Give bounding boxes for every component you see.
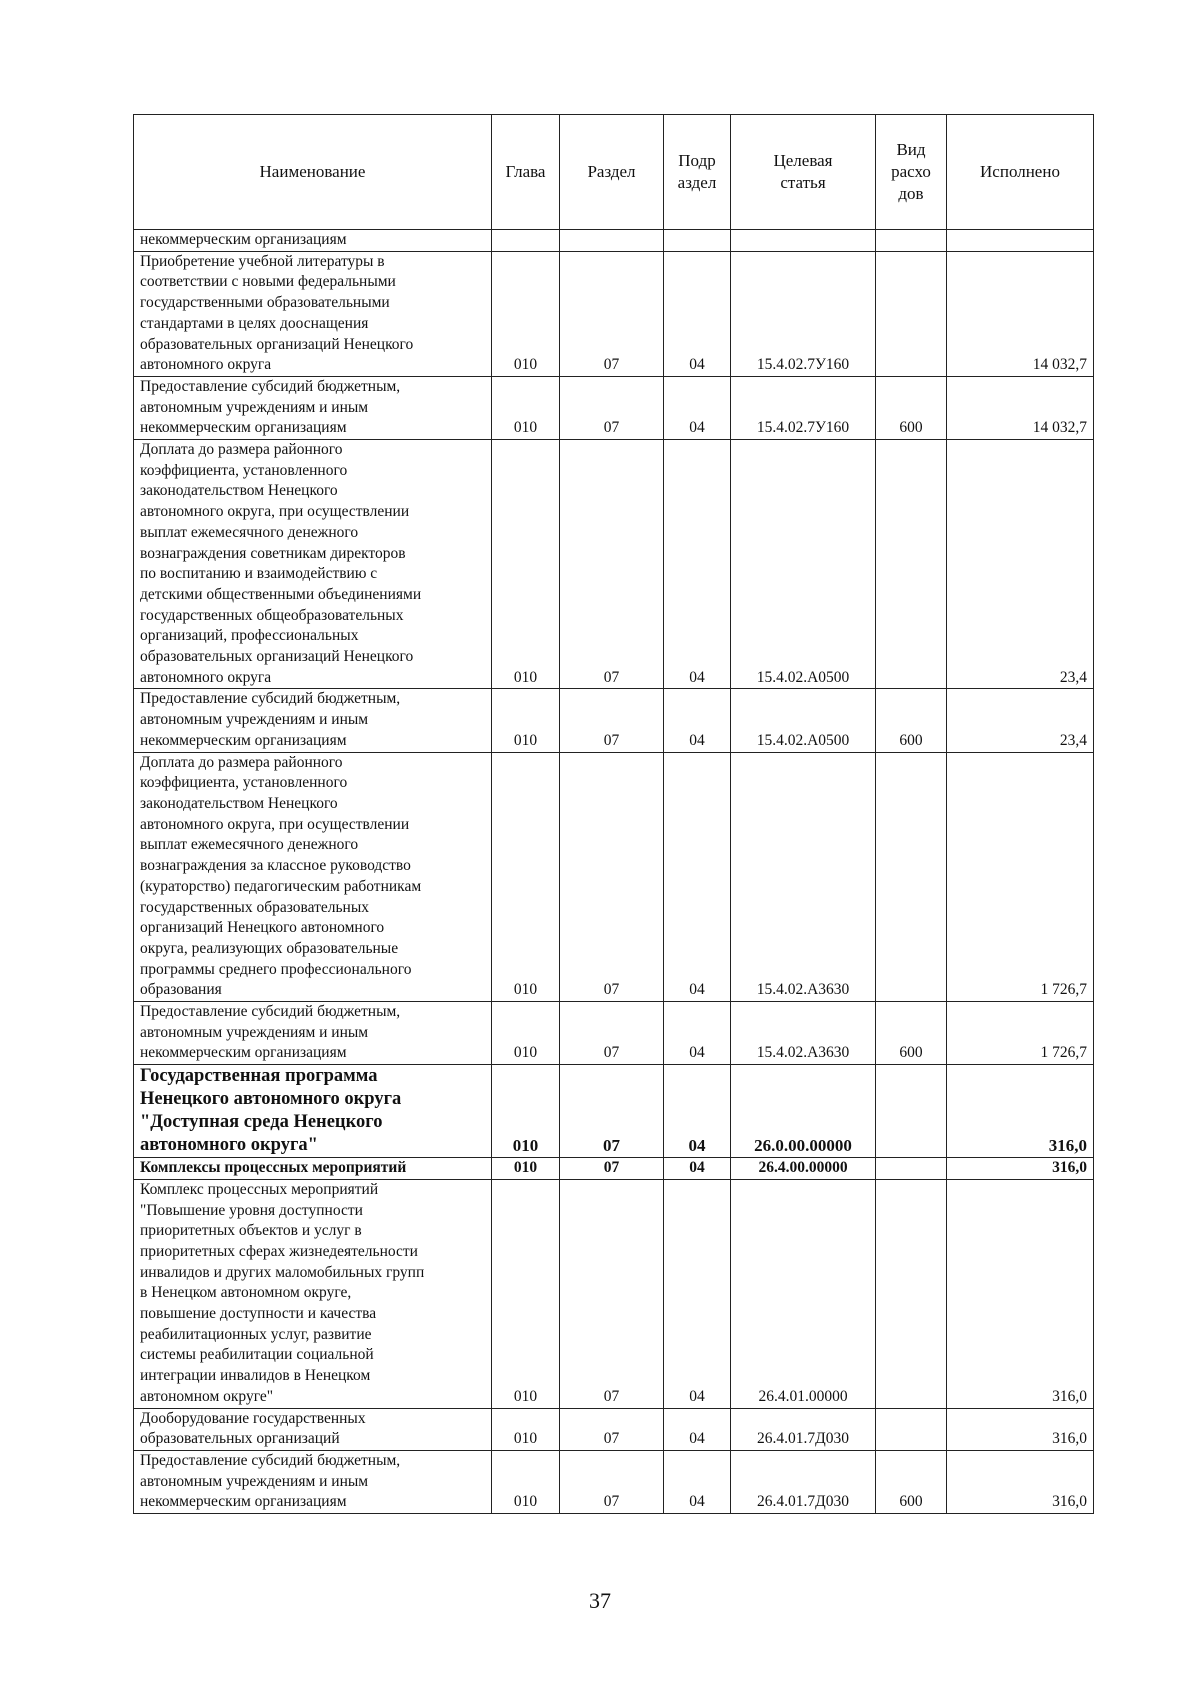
header-name: Наименование — [134, 115, 492, 230]
table-row — [134, 1002, 1094, 1065]
cell-subsection: 04 — [664, 1158, 731, 1180]
cell-section — [560, 230, 664, 252]
cell-target-article: 26.0.00.00000 — [731, 1065, 876, 1158]
cell-section: 07 — [560, 752, 664, 1001]
cell-expense-type: 600 — [876, 376, 947, 439]
cell-section: 07 — [560, 689, 664, 752]
cell-expense-type: 600 — [876, 1002, 947, 1065]
cell-executed: 23,4 — [947, 440, 1094, 689]
cell-executed: 316,0 — [947, 1450, 1094, 1513]
header-target-article: Целевая статья — [731, 115, 876, 230]
page-number: 37 — [589, 1588, 611, 1613]
cell-executed: 14 032,7 — [947, 251, 1094, 376]
cell-name: Приобретение учебной литературы в соответствии с новыми федеральными государственными образовательными стандартами в целях дооснащения образовательных организаций Ненецкого автономного округа — [134, 251, 492, 376]
table-row — [134, 1158, 1094, 1180]
cell-subsection: 04 — [664, 1408, 731, 1450]
table-row — [134, 1408, 1094, 1450]
cell-target-article: 15.4.02.А0500 — [731, 689, 876, 752]
table-row — [134, 1179, 1094, 1408]
cell-name: Дооборудование государственных образовательных организаций — [134, 1408, 492, 1450]
header-expense-type: Вид расхо дов — [876, 115, 947, 230]
table-row — [134, 689, 1094, 752]
header-subsection: Подр аздел — [664, 115, 731, 230]
cell-expense-type — [876, 752, 947, 1001]
header-section: Раздел — [560, 115, 664, 230]
cell-section: 07 — [560, 1450, 664, 1513]
cell-expense-type: 600 — [876, 1450, 947, 1513]
cell-name: Доплата до размера районного коэффициента, установленного законодательством Ненецкого автономного округа, при осуществлении выплат ежемесячного денежного вознаграждения советникам директоров по воспитанию и взаимодействию с детскими общественными объединениями государственных общеобразовательных организаций, профессиональных образовательных организаций Ненецкого автономного округа — [134, 440, 492, 689]
cell-subsection: 04 — [664, 1179, 731, 1408]
cell-expense-type — [876, 1065, 947, 1158]
cell-target-article: 26.4.01.00000 — [731, 1179, 876, 1408]
cell-expense-type — [876, 1158, 947, 1180]
cell-chapter: 010 — [492, 1065, 560, 1158]
table-row — [134, 251, 1094, 376]
cell-target-article: 26.4.00.00000 — [731, 1158, 876, 1180]
cell-section: 07 — [560, 251, 664, 376]
cell-chapter: 010 — [492, 752, 560, 1001]
cell-section: 07 — [560, 440, 664, 689]
header-executed: Исполнено — [947, 115, 1094, 230]
cell-section: 07 — [560, 1408, 664, 1450]
cell-name: Доплата до размера районного коэффициента, установленного законодательством Ненецкого автономного округа, при осуществлении выплат ежемесячного денежного вознаграждения за классное руководство (кураторство) педагогическим работникам государственных образовательных организаций Ненецкого автономного округа, реализующих образовательные программы среднего профессионального образования — [134, 752, 492, 1001]
cell-target-article: 15.4.02.А3630 — [731, 1002, 876, 1065]
cell-chapter: 010 — [492, 1158, 560, 1180]
cell-expense-type: 600 — [876, 689, 947, 752]
budget-execution-table — [133, 114, 1094, 1514]
cell-chapter: 010 — [492, 1179, 560, 1408]
cell-expense-type — [876, 1408, 947, 1450]
cell-chapter: 010 — [492, 1450, 560, 1513]
table-row — [134, 752, 1094, 1001]
cell-subsection: 04 — [664, 1450, 731, 1513]
cell-chapter: 010 — [492, 1408, 560, 1450]
cell-subsection: 04 — [664, 689, 731, 752]
cell-target-article: 26.4.01.7Д030 — [731, 1450, 876, 1513]
header-row — [134, 115, 1094, 230]
cell-name: Комплексы процессных мероприятий — [134, 1158, 492, 1180]
cell-target-article: 26.4.01.7Д030 — [731, 1408, 876, 1450]
cell-section: 07 — [560, 1065, 664, 1158]
cell-section: 07 — [560, 1002, 664, 1065]
cell-name: Комплекс процессных мероприятий "Повышение уровня доступности приоритетных объектов и услуг в приоритетных сферах жизнедеятельности инвалидов и других маломобильных групп в Ненецком автономном округе, повышение доступности и качества реабилитационных услуг, развитие системы реабилитации социальной интеграции инвалидов в Ненецком автономном округе" — [134, 1179, 492, 1408]
cell-chapter: 010 — [492, 376, 560, 439]
cell-executed — [947, 230, 1094, 252]
cell-executed: 23,4 — [947, 689, 1094, 752]
cell-subsection — [664, 230, 731, 252]
cell-name: Предоставление субсидий бюджетным, автономным учреждениям и иным некоммерческим организациям — [134, 1450, 492, 1513]
cell-executed: 316,0 — [947, 1158, 1094, 1180]
table-row — [134, 440, 1094, 689]
cell-executed: 1 726,7 — [947, 752, 1094, 1001]
cell-chapter: 010 — [492, 251, 560, 376]
cell-executed: 316,0 — [947, 1065, 1094, 1158]
cell-chapter: 010 — [492, 1002, 560, 1065]
cell-expense-type — [876, 230, 947, 252]
cell-chapter: 010 — [492, 440, 560, 689]
cell-subsection: 04 — [664, 752, 731, 1001]
cell-executed: 1 726,7 — [947, 1002, 1094, 1065]
cell-section: 07 — [560, 1179, 664, 1408]
cell-target-article: 15.4.02.А3630 — [731, 752, 876, 1001]
cell-executed: 14 032,7 — [947, 376, 1094, 439]
table-header — [134, 115, 1094, 230]
table-row — [134, 230, 1094, 252]
cell-expense-type — [876, 251, 947, 376]
cell-chapter — [492, 230, 560, 252]
cell-executed: 316,0 — [947, 1179, 1094, 1408]
cell-name: Предоставление субсидий бюджетным, автономным учреждениям и иным некоммерческим организациям — [134, 1002, 492, 1065]
cell-section: 07 — [560, 1158, 664, 1180]
cell-subsection: 04 — [664, 251, 731, 376]
cell-name: Предоставление субсидий бюджетным, автономным учреждениям и иным некоммерческим организациям — [134, 689, 492, 752]
cell-subsection: 04 — [664, 376, 731, 439]
cell-expense-type — [876, 1179, 947, 1408]
header-chapter: Глава — [492, 115, 560, 230]
cell-chapter: 010 — [492, 689, 560, 752]
table-body — [134, 230, 1094, 1514]
cell-subsection: 04 — [664, 440, 731, 689]
cell-target-article: 15.4.02.7У160 — [731, 251, 876, 376]
cell-target-article — [731, 230, 876, 252]
cell-executed: 316,0 — [947, 1408, 1094, 1450]
cell-subsection: 04 — [664, 1002, 731, 1065]
cell-name: некоммерческим организациям — [134, 230, 492, 252]
cell-section: 07 — [560, 376, 664, 439]
cell-subsection: 04 — [664, 1065, 731, 1158]
cell-target-article: 15.4.02.А0500 — [731, 440, 876, 689]
cell-expense-type — [876, 440, 947, 689]
table-row — [134, 376, 1094, 439]
budget-table-container — [133, 114, 1093, 1514]
cell-name: Предоставление субсидий бюджетным, автономным учреждениям и иным некоммерческим организациям — [134, 376, 492, 439]
cell-target-article: 15.4.02.7У160 — [731, 376, 876, 439]
table-row — [134, 1065, 1094, 1158]
cell-name: Государственная программа Ненецкого автономного округа "Доступная среда Ненецкого автономного округа" — [134, 1065, 492, 1158]
table-row — [134, 1450, 1094, 1513]
